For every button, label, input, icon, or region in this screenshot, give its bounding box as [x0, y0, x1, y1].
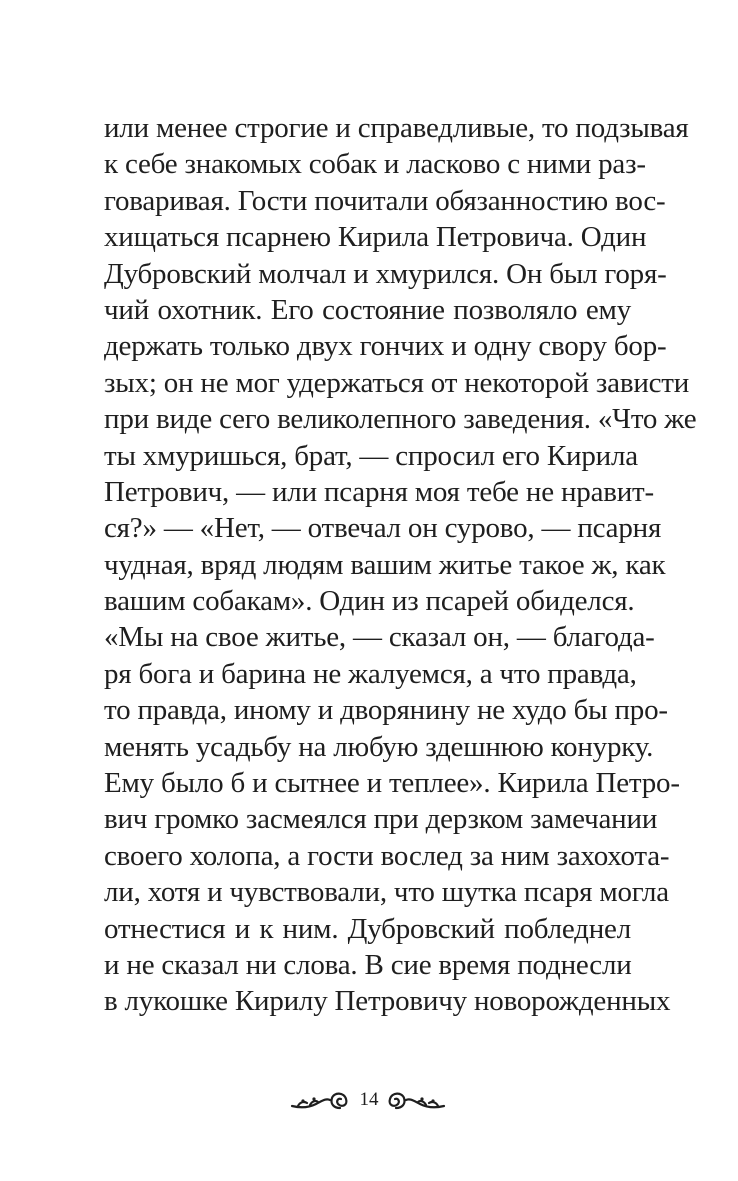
text-line: «Мы на свое житье, — сказал он, — благода-	[104, 621, 655, 654]
text-line: Ему было б и сытнее и теплее». Кирила Петро-	[104, 767, 680, 800]
text-line: своего холопа, а гости вослед за ним захохота-	[104, 839, 670, 872]
text-line: к себе знакомых собак и ласково с ними раз-	[104, 148, 646, 181]
text-line: вич громко засмеялся при дерзком замечании	[104, 803, 658, 836]
text-line: чий охотник. Его состояние позволяло ему	[104, 293, 631, 326]
text-line: держать только двух гончих и одну свору бор-	[104, 330, 667, 363]
text-line: то правда, иному и дворянину не худо бы про-	[104, 694, 668, 727]
page-number: 14	[359, 1089, 379, 1110]
text-line: говаривая. Гости почитали обязанностию вос-	[104, 184, 666, 217]
text-line: ся?» — «Нет, — отвечал он сурово, — псарня	[104, 512, 662, 545]
scroll-ornament-right-icon	[384, 1086, 446, 1121]
body-text	[104, 110, 697, 1020]
page-footer	[0, 1082, 738, 1122]
text-line: хищаться псарнею Кирила Петровича. Один	[104, 221, 647, 254]
text-line: ря бога и барина не жалуемся, а что правда,	[104, 657, 637, 690]
text-line: вашим собакам». Один из псарей обиделся.	[104, 585, 635, 618]
text-line: Дубровский молчал и хмурился. Он был горя-	[104, 257, 667, 290]
text-line: или менее строгие и справедливые, то подзывая	[104, 112, 689, 144]
text-line: чудная, вряд людям вашим житье такое ж, как	[104, 548, 666, 581]
text-line: и не сказал ни слова. В сие время поднесли	[104, 948, 632, 981]
text-line: менять усадьбу на любую здешнюю конурку.	[104, 730, 654, 763]
text-line: отнестися и к ним. Дубровский побледнел	[104, 912, 631, 945]
text-line: при виде сего великолепного заведения. «Что же	[104, 403, 697, 436]
text-line: зых; он не мог удержаться от некоторой зависти	[104, 366, 690, 399]
scroll-ornament-left-icon	[290, 1086, 352, 1121]
text-line: Петрович, — или псарня моя тебе не нравит-	[104, 475, 654, 508]
text-line: в лукошке Кирилу Петровичу новорожденных	[104, 985, 671, 1018]
text-line: ты хмуришься, брат, — спросил его Кирила	[104, 439, 638, 472]
text-line: ли, хотя и чувствовали, что шутка псаря могла	[104, 876, 669, 909]
